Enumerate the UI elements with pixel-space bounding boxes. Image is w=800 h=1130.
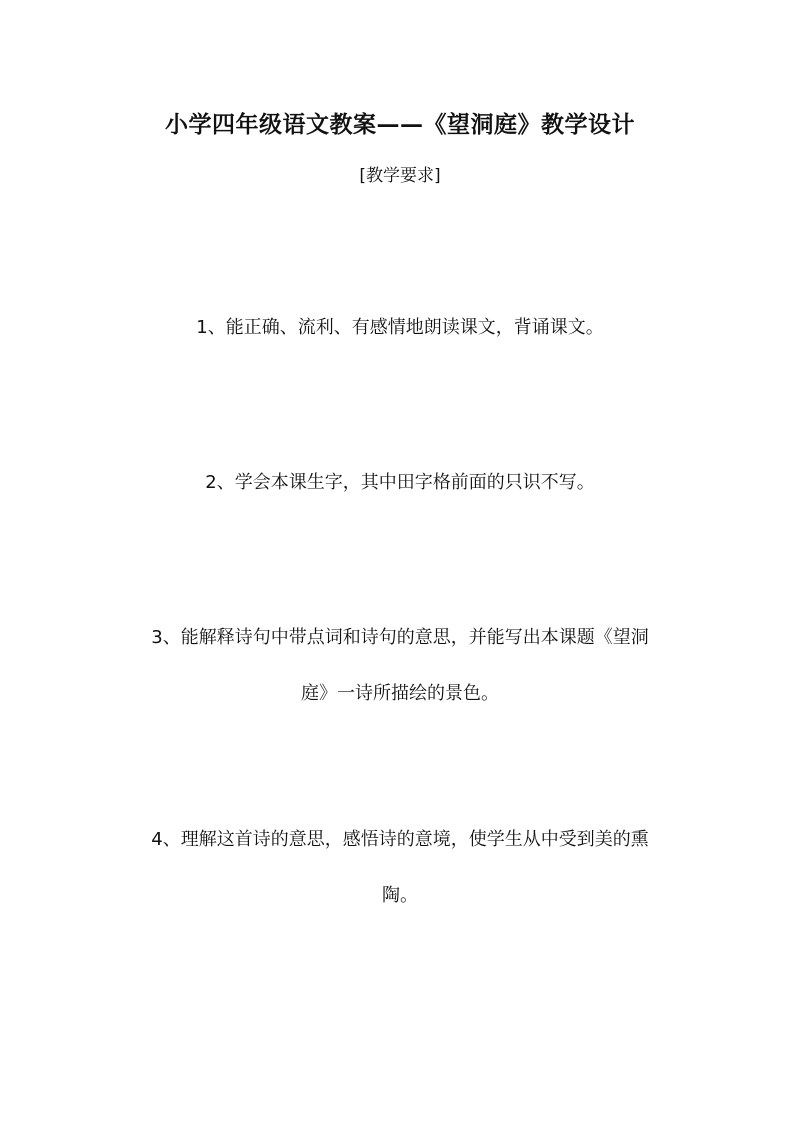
requirement-line: 1、能正确、流利、有感情地朗读课文，背诵课文。 bbox=[196, 317, 604, 338]
document-title: 小学四年级语文教案——《望洞庭》教学设计 bbox=[165, 111, 635, 138]
requirement-line-continued: 庭》一诗所描绘的景色。 bbox=[301, 683, 499, 704]
requirement-line: 3、能解释诗句中带点词和诗句的意思，并能写出本课题《望洞 bbox=[151, 627, 649, 648]
requirement-line: 4、理解这首诗的意思，感悟诗的意境，使学生从中受到美的熏 bbox=[151, 829, 649, 850]
requirement-item-3 bbox=[120, 610, 680, 722]
requirement-line: 2、学会本课生字，其中田字格前面的只识不写。 bbox=[205, 472, 595, 493]
requirement-item-4 bbox=[120, 812, 680, 924]
requirement-line-continued: 陶。 bbox=[382, 885, 418, 906]
requirement-item-2 bbox=[120, 455, 680, 511]
section-heading: [教学要求] bbox=[359, 166, 441, 186]
requirement-item-1 bbox=[120, 300, 680, 356]
